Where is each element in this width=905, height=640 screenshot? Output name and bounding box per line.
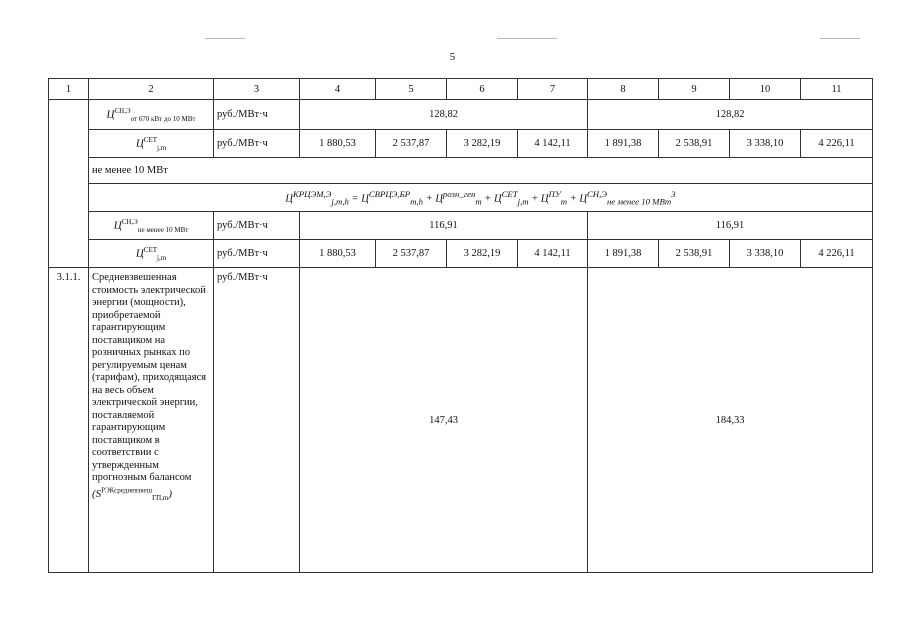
value-cell: 3 282,19	[447, 240, 518, 268]
index-cell-empty	[49, 100, 89, 268]
value-cell: 4 142,11	[518, 240, 588, 268]
table-row	[49, 130, 873, 158]
formula-cell: $Ц^{КРЦЭМ,Э}_{j,m,h} = Ц^{СВРЦЭ,БР}_{m,h} + Ц^{розн\_ген}_m + Ц^{СЕТ}_{j,m} + Ц^{ПУ}_m + Ц^{СН,Э}_{не менее 10 МВт}^3$	[89, 184, 873, 212]
col-header: 5	[376, 79, 447, 100]
table-row	[49, 100, 873, 130]
value-cell: 147,43	[300, 268, 588, 573]
value-cell: 3 282,19	[447, 130, 518, 158]
value-cell: 4 226,11	[801, 130, 873, 158]
value-cell: 1 891,38	[588, 240, 659, 268]
unit-cell: руб./МВт·ч	[214, 240, 300, 268]
value-cell: 2 538,91	[659, 130, 730, 158]
value-cell: 4 142,11	[518, 130, 588, 158]
col-header: 6	[447, 79, 518, 100]
value-cell: 1 880,53	[300, 240, 376, 268]
unit-cell: руб./МВт·ч	[214, 212, 300, 240]
col-header: 9	[659, 79, 730, 100]
table-row	[49, 158, 873, 184]
scan-artifact	[820, 38, 860, 39]
section-label: не менее 10 МВт	[89, 158, 873, 184]
unit-cell: руб./МВт·ч	[214, 100, 300, 130]
value-cell: 1 891,38	[588, 130, 659, 158]
value-cell: 184,33	[588, 268, 873, 573]
symbol-cell: $Ц^{СЕТ}_{j,m}$	[89, 240, 214, 268]
row-description: Средневзвешенная стоимость электрической энергии (мощности), приобретаемой гарантирующим поставщиком на розничных рынках по регулируемым ценам (тарифам), приходящаяся на весь объем электрической энергии, поставляемой гарантирующим поставщиком в соответствии с утвержденным прогнозным балансом $(S^{РЭКсредневзвеш}_{ГП,m})$	[89, 268, 214, 573]
value-cell: 2 537,87	[376, 130, 447, 158]
col-header: 11	[801, 79, 873, 100]
value-cell: 128,82	[588, 100, 873, 130]
scan-artifact	[497, 38, 557, 39]
value-cell: 3 338,10	[730, 130, 801, 158]
footnote-mark: 3	[671, 188, 676, 199]
value-cell: 1 880,53	[300, 130, 376, 158]
table-row	[49, 212, 873, 240]
value-cell: 4 226,11	[801, 240, 873, 268]
col-header: 7	[518, 79, 588, 100]
table-row	[49, 184, 873, 212]
page-number: 5	[449, 51, 456, 63]
value-cell: 2 538,91	[659, 240, 730, 268]
col-header: 4	[300, 79, 376, 100]
unit-cell: руб./МВт·ч	[214, 268, 300, 573]
value-cell: 128,82	[300, 100, 588, 130]
value-cell: 3 338,10	[730, 240, 801, 268]
col-header: 3	[214, 79, 300, 100]
value-cell: 116,91	[300, 212, 588, 240]
scan-artifact	[205, 38, 245, 39]
symbol-cell: $Ц^{СН,Э}_{не менее 10 МВт}$	[89, 212, 214, 240]
symbol-cell: $Ц^{СН,Э}_{от 670 кВт до 10 МВт}$	[89, 100, 214, 130]
col-header: 1	[49, 79, 89, 100]
row-number: 3.1.1.	[49, 268, 89, 573]
col-header: 2	[89, 79, 214, 100]
col-header: 10	[730, 79, 801, 100]
header-row	[49, 79, 873, 100]
value-cell: 116,91	[588, 212, 873, 240]
col-header: 8	[588, 79, 659, 100]
symbol-cell: $Ц^{СЕТ}_{j,m}$	[89, 130, 214, 158]
table-row	[49, 268, 873, 573]
tariff-table	[48, 78, 873, 573]
unit-cell: руб./МВт·ч	[214, 130, 300, 158]
table-row	[49, 240, 873, 268]
value-cell: 2 537,87	[376, 240, 447, 268]
